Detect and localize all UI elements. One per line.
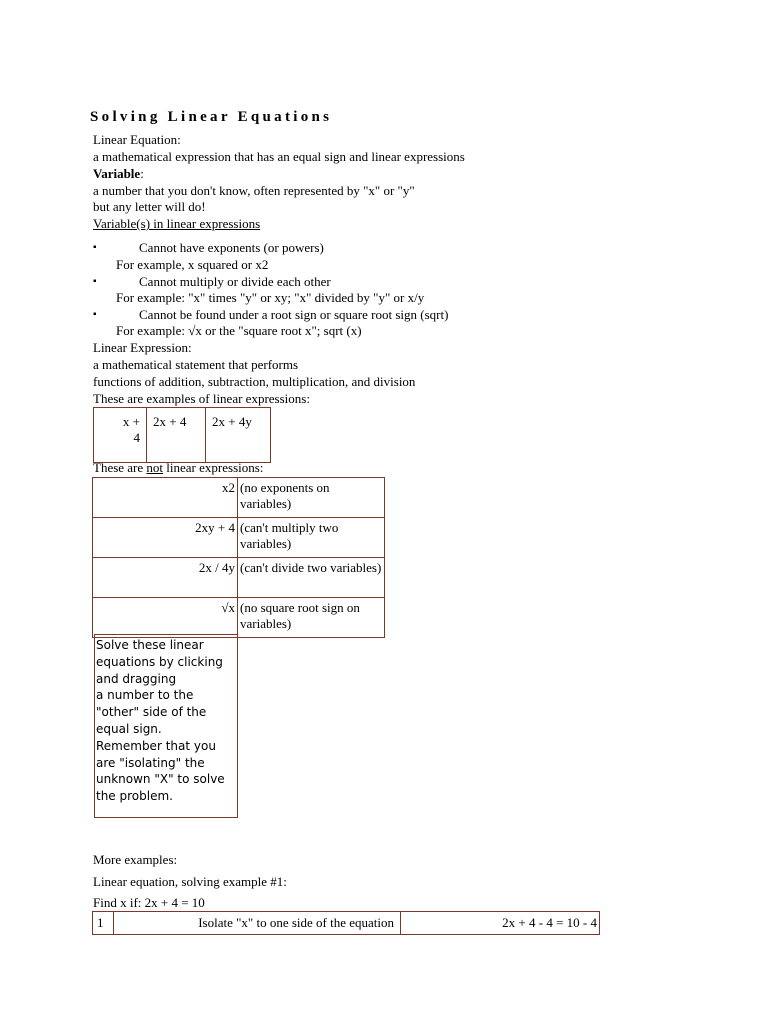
table-row [93,598,385,638]
page-title: Solving Linear Equations [90,109,333,125]
intro-text: linear expressions: [163,460,264,475]
variable-label-bold: Variable [93,166,141,181]
rule-example: For example: √x or the "square root x"; sqrt (x) [116,323,362,338]
intro-text: These are [93,460,147,475]
bullet-icon: ▪ [93,276,97,287]
table-row [93,478,385,518]
rule-text: Cannot have exponents (or powers) [139,240,324,255]
table-row [93,518,385,558]
step-number-cell: 1 [93,912,114,935]
variable-definition-1: a number that you don't know, often represented by "x" or "y" [93,183,415,198]
table-row [93,912,600,935]
find-x-prompt: Find x if: 2x + 4 = 10 [93,895,205,910]
variable-definition-2: but any letter will do! [93,199,206,214]
reason-cell: (can't divide two variables) [238,558,385,598]
instruction-line: equations by clicking [96,654,223,669]
bullet-icon: ▪ [93,309,97,320]
step-description-cell: Isolate "x" to one side of the equation [114,912,401,935]
reason-cell: (no exponents on variables) [238,478,385,518]
table-cell [206,408,271,463]
reason-cell: (no square root sign on variables) [238,598,385,638]
more-examples-heading: More examples: [93,852,178,867]
variable-label [93,166,144,182]
instruction-line: the problem. [96,789,173,804]
rule-example: For example, x squared or x2 [116,257,269,272]
intro-emphasis: not [146,460,164,475]
linear-equation-definition: a mathematical expression that has an equal sign and linear expressions [93,149,465,164]
rule-text: Cannot multiply or divide each other [139,274,331,289]
table-cell [147,408,206,463]
instruction-box [94,634,238,818]
instruction-line: a number to the [96,688,194,703]
table-row [94,408,271,463]
example-line-2: 4 [133,430,140,445]
instruction-line: and dragging [96,671,177,686]
instruction-line: equal sign. [96,721,162,736]
table-cell [94,408,147,463]
expression-cell: 2x / 4y [93,558,238,598]
solution-steps-table [92,911,600,935]
variables-heading: Variable(s) in linear expressions [93,216,261,231]
bullet-icon: ▪ [93,242,97,253]
step-work-cell: 2x + 4 - 4 = 10 - 4 [401,912,600,935]
non-examples-table [92,477,385,638]
reason-cell: (can't multiply two variables) [238,518,385,558]
linear-expression-definition-2: functions of addition, subtraction, multiplication, and division [93,374,416,389]
expression-cell: √x [93,598,238,638]
example-line-1: 2x + 4 [153,414,187,429]
linear-expression-label: Linear Expression: [93,340,192,355]
instruction-line: unknown "X" to solve [96,772,225,787]
instruction-line: Solve these linear [96,638,204,652]
expression-cell: 2xy + 4 [93,518,238,558]
solving-example-heading: Linear equation, solving example #1: [93,874,287,889]
rule-example: For example: "x" times "y" or xy; "x" divided by "y" or x/y [116,290,425,305]
instruction-line: "other" side of the [96,705,207,720]
instruction-line: Remember that you [96,738,216,753]
example-line-1: x + [122,414,140,429]
linear-equation-label: Linear Equation: [93,132,181,147]
table-row [93,558,385,598]
expression-cell: x2 [93,478,238,518]
linear-expression-definition-1: a mathematical statement that performs [93,357,299,372]
instruction-line: are "isolating" the [96,755,205,770]
linear-examples-table [93,407,271,463]
variable-label-colon: : [140,166,144,181]
non-examples-intro [93,460,263,476]
examples-intro: These are examples of linear expressions: [93,391,310,406]
example-line-1: 2x + 4y [212,414,252,429]
rule-text: Cannot be found under a root sign or square root sign (sqrt) [139,307,449,322]
